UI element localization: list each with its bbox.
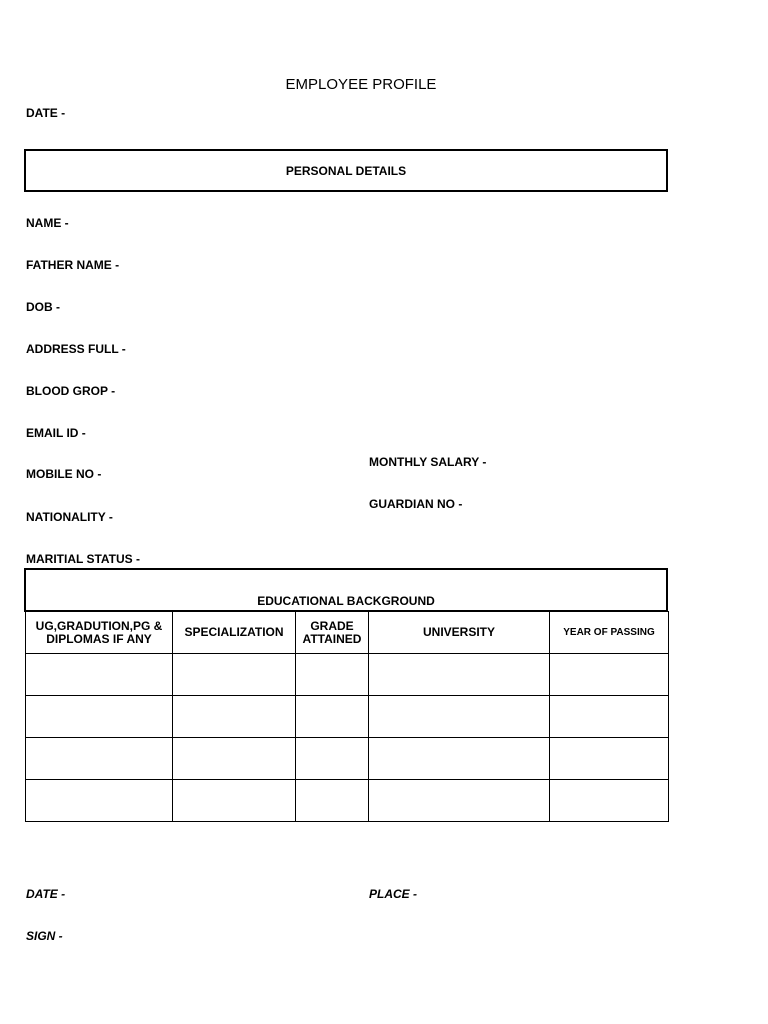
table-cell[interactable] <box>550 738 669 780</box>
table-cell[interactable] <box>173 696 296 738</box>
name-label: NAME - <box>26 216 69 230</box>
column-header-grade: GRADE ATTAINED <box>296 612 369 654</box>
table-cell[interactable] <box>550 780 669 822</box>
guardian-no-label: GUARDIAN NO - <box>369 497 463 511</box>
table-row <box>26 654 669 696</box>
table-cell[interactable] <box>296 780 369 822</box>
blood-group-label: BLOOD GROP - <box>26 384 116 398</box>
date-label: DATE - <box>26 106 66 120</box>
table-row <box>26 696 669 738</box>
personal-details-title: PERSONAL DETAILS <box>285 163 407 178</box>
table-row <box>26 780 669 822</box>
nationality-label: NATIONALITY - <box>26 510 113 524</box>
table-cell[interactable] <box>26 696 173 738</box>
table-row <box>26 738 669 780</box>
education-table <box>25 611 669 822</box>
table-cell[interactable] <box>26 654 173 696</box>
education-header <box>24 568 668 612</box>
education-title: EDUCATIONAL BACKGROUND <box>257 594 435 608</box>
table-cell[interactable] <box>26 738 173 780</box>
marital-status-label: MARITIAL STATUS - <box>26 552 140 566</box>
dob-label: DOB - <box>26 300 60 314</box>
table-cell[interactable] <box>369 780 550 822</box>
page-title: EMPLOYEE PROFILE <box>285 76 437 93</box>
monthly-salary-label: MONTHLY SALARY - <box>369 455 487 469</box>
footer-date-label: DATE - <box>26 887 66 901</box>
table-cell[interactable] <box>296 654 369 696</box>
table-cell[interactable] <box>369 696 550 738</box>
column-header-university: UNIVERSITY <box>369 612 550 654</box>
column-header-year: YEAR OF PASSING <box>550 612 669 654</box>
table-cell[interactable] <box>369 738 550 780</box>
table-cell[interactable] <box>550 654 669 696</box>
table-cell[interactable] <box>26 780 173 822</box>
footer-place-label: PLACE - <box>369 887 417 901</box>
table-cell[interactable] <box>369 654 550 696</box>
address-label: ADDRESS FULL - <box>26 342 126 356</box>
email-label: EMAIL ID - <box>26 426 86 440</box>
table-cell[interactable] <box>173 654 296 696</box>
column-header-specialization: SPECIALIZATION <box>173 612 296 654</box>
table-cell[interactable] <box>173 738 296 780</box>
personal-details-header <box>24 149 668 192</box>
education-header-row <box>26 612 669 654</box>
table-cell[interactable] <box>296 738 369 780</box>
table-cell[interactable] <box>550 696 669 738</box>
table-cell[interactable] <box>296 696 369 738</box>
table-cell[interactable] <box>173 780 296 822</box>
mobile-label: MOBILE NO - <box>26 467 102 481</box>
father-name-label: FATHER NAME - <box>26 258 120 272</box>
footer-sign-label: SIGN - <box>26 929 63 943</box>
column-header-qualification: UG,GRADUTION,PG & DIPLOMAS IF ANY <box>26 612 173 654</box>
